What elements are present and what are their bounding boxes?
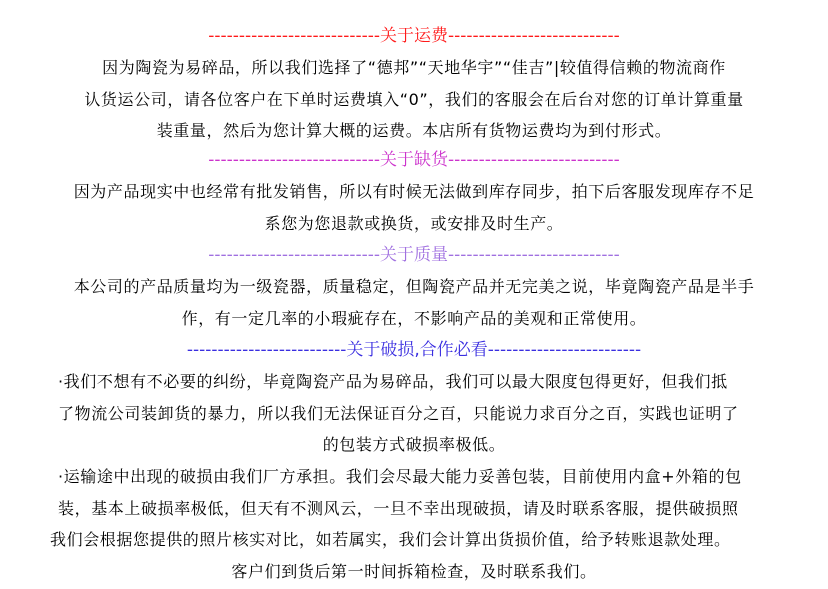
damage-line-3: 的包装方式破损率极低。 bbox=[322, 435, 506, 454]
damage-line-2: 了物流公司装卸货的暴力，所以我们无法保证百分之百，只能说力求百分之百，实践也证明了 bbox=[58, 404, 739, 423]
out-of-stock-line-2: 系您为您退款或换货，或安排及时生产。 bbox=[264, 214, 564, 233]
shipping-fee-line-3: 装重量，然后为您计算大概的运费。本店所有货物运费均为到付形式。 bbox=[156, 121, 672, 140]
heading-shipping-fee: ----------------------------关于运费---------------------------- bbox=[208, 26, 620, 46]
damage-line-4: ·运输途中出现的破损由我们厂方承担。我们会尽最大能力妥善包装，目前使用内盒+外箱的包 bbox=[58, 467, 742, 486]
damage-line-6: 我们会根据您提供的照片核实对比，如若属实，我们会计算出货损价值，给予转账退款处理。 bbox=[50, 530, 731, 549]
heading-out-of-stock: ----------------------------关于缺货---------------------------- bbox=[208, 150, 620, 170]
damage-line-1: ·我们不想有不必要的纠纷，毕竟陶瓷产品为易碎品，我们可以最大限度包得更好，但我们抵 bbox=[58, 372, 728, 391]
shipping-fee-line-1: 因为陶瓷为易碎品，所以我们选择了“德邦”“天地华宇”“佳吉”|较值得信赖的物流商作 bbox=[102, 58, 726, 77]
heading-damage: --------------------------关于破损,合作必看------------------------- bbox=[186, 340, 642, 360]
damage-line-7: 客户们到货后第一时间拆箱检查，及时联系我们。 bbox=[231, 562, 597, 581]
heading-quality: ----------------------------关于质量---------------------------- bbox=[208, 245, 620, 265]
out-of-stock-line-1: 因为产品现实中也经常有批发销售，所以有时候无法做到库存同步，拍下后客服发现库存不足 bbox=[73, 182, 755, 201]
quality-line-1: 本公司的产品质量均为一级瓷器，质量稳定，但陶瓷产品并无完美之说，毕竟陶瓷产品是半手 bbox=[73, 277, 755, 296]
shipping-fee-line-2: 认货运公司，请各位客户在下单时运费填入“0”，我们的客服会在后台对您的订单计算重量 bbox=[84, 90, 744, 109]
quality-line-2: 作，有一定几率的小瑕疵存在，不影响产品的美观和正常使用。 bbox=[181, 309, 647, 328]
damage-line-5: 装，基本上破损率极低，但天有不测风云，一旦不幸出现破损，请及时联系客服，提供破损照 bbox=[58, 499, 739, 518]
